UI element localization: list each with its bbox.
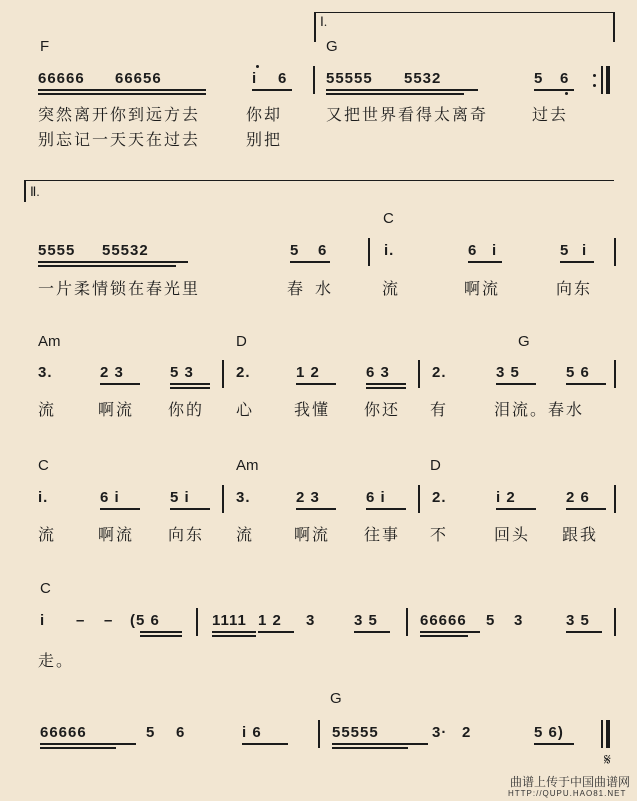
beam	[140, 635, 182, 637]
beam	[290, 261, 330, 263]
barline	[614, 238, 616, 266]
note: 2.	[236, 364, 251, 381]
note: 5	[146, 724, 156, 741]
beam	[38, 265, 176, 267]
barline	[614, 485, 616, 513]
beam	[170, 383, 210, 385]
note-group: 1111	[212, 612, 247, 629]
note-pair: 3 5	[496, 364, 520, 381]
repeat-barline	[601, 66, 603, 94]
chord: C	[38, 457, 49, 474]
beam	[420, 631, 480, 633]
note: 5	[560, 242, 570, 259]
note: 2.	[432, 364, 447, 381]
beam	[212, 635, 256, 637]
note-pair: i 2	[496, 489, 516, 506]
lyric: 回头	[494, 527, 531, 544]
chord: F	[40, 38, 50, 55]
lyric: 啊流	[464, 281, 501, 298]
beam	[326, 93, 464, 95]
beam	[566, 508, 606, 510]
note-group: 66666	[420, 612, 467, 629]
note: 5	[486, 612, 496, 629]
chord: Am	[236, 457, 259, 474]
barline	[318, 720, 320, 748]
note-pair: 3 5	[566, 612, 590, 629]
lyric: 走。	[38, 653, 75, 670]
lyric: 别把	[246, 132, 283, 149]
note-pair: 2 3	[100, 364, 124, 381]
watermark-text: 曲谱上传于中国曲谱网	[510, 775, 631, 789]
note-group: 66656	[115, 70, 162, 87]
barline	[222, 360, 224, 388]
note: i.	[38, 489, 49, 506]
beam	[354, 631, 390, 633]
beam	[258, 631, 294, 633]
beam	[170, 387, 210, 389]
volta-2-label: Ⅱ.	[30, 184, 40, 199]
note-group: 55532	[102, 242, 149, 259]
lyric: 水	[315, 281, 334, 298]
note-pair: i 6	[242, 724, 262, 741]
beam	[420, 635, 468, 637]
chord: C	[40, 580, 51, 597]
note: 3	[306, 612, 316, 629]
lyric: 别忘记一天天在过去	[38, 132, 201, 149]
note: 6	[560, 70, 570, 87]
lyric: 向东	[168, 527, 205, 544]
note: 6	[468, 242, 478, 259]
note-pair: 2 6	[566, 489, 590, 506]
chord: D	[430, 457, 441, 474]
segno-icon: 𝄋	[604, 752, 611, 769]
barline	[406, 608, 408, 636]
note: i.	[384, 242, 395, 259]
beam	[496, 508, 536, 510]
dash: –	[104, 612, 114, 629]
beam	[38, 261, 188, 263]
chord: Am	[38, 333, 61, 350]
note-group: 66666	[40, 724, 87, 741]
note-pair: 1 2	[258, 612, 282, 629]
note: 2.	[432, 489, 447, 506]
beam	[332, 747, 408, 749]
lyric: 不	[430, 527, 449, 544]
lyric: 我懂	[294, 402, 331, 419]
lyric: 泪流。春水	[494, 402, 585, 419]
beam	[366, 508, 406, 510]
beam	[296, 383, 336, 385]
lyric: 啊流	[98, 402, 135, 419]
note: 5	[534, 70, 544, 87]
beam	[40, 747, 116, 749]
barline	[418, 485, 420, 513]
final-barline-thick	[606, 720, 610, 748]
note-group: 55555	[326, 70, 373, 87]
chord: G	[326, 38, 338, 55]
beam	[170, 508, 210, 510]
lyric: 往事	[364, 527, 401, 544]
beam	[534, 743, 574, 745]
note-pair: 6 3	[366, 364, 390, 381]
lyric: 过去	[532, 107, 569, 124]
note: 6	[318, 242, 328, 259]
beam	[560, 261, 594, 263]
note-group: 55555	[332, 724, 379, 741]
final-barline	[601, 720, 603, 748]
repeat-barline-thick	[606, 66, 610, 94]
beam	[366, 383, 406, 385]
note-pair: 6 i	[366, 489, 386, 506]
beam	[38, 89, 206, 91]
dash: –	[76, 612, 86, 629]
watermark-url: HTTP://QUPU.HAO81.NET	[508, 789, 627, 798]
beam	[252, 89, 292, 91]
chord: D	[236, 333, 247, 350]
note: 6	[176, 724, 186, 741]
note: i	[40, 612, 46, 629]
lyric: 跟我	[562, 527, 599, 544]
beam	[468, 261, 502, 263]
barline	[222, 485, 224, 513]
repeat-dot	[593, 74, 596, 77]
lyric: 突然离开你到远方去	[38, 107, 201, 124]
beam	[38, 93, 206, 95]
note: 6	[278, 70, 288, 87]
beam	[332, 743, 428, 745]
barline	[614, 608, 616, 636]
barline	[313, 66, 315, 94]
note-pair: 5 3	[170, 364, 194, 381]
note-pair: 5 6)	[534, 724, 564, 741]
lyric: 有	[430, 402, 449, 419]
lyric: 你的	[168, 402, 205, 419]
note-pair: 3 5	[354, 612, 378, 629]
barline	[614, 360, 616, 388]
chord: G	[330, 690, 342, 707]
note-group: 66666	[38, 70, 85, 87]
beam	[566, 383, 606, 385]
barline	[196, 608, 198, 636]
lyric: 春	[287, 281, 306, 298]
lyric: 又把世界看得太离奇	[326, 107, 489, 124]
chord: G	[518, 333, 530, 350]
lyric: 流	[236, 527, 255, 544]
note-pair: 5 i	[170, 489, 190, 506]
beam	[100, 383, 140, 385]
lyric: 向东	[556, 281, 593, 298]
note: 3·	[432, 724, 448, 741]
beam	[534, 89, 574, 91]
beam	[242, 743, 288, 745]
note-pair: 5 6	[566, 364, 590, 381]
note: 5	[290, 242, 300, 259]
beam	[40, 743, 136, 745]
note: 3.	[38, 364, 53, 381]
beam	[212, 631, 256, 633]
repeat-dot	[593, 84, 596, 87]
lyric: 啊流	[294, 527, 331, 544]
octave-dot	[565, 92, 568, 95]
lyric: 啊流	[98, 527, 135, 544]
beam	[140, 631, 182, 633]
beam	[296, 508, 336, 510]
note: 3.	[236, 489, 251, 506]
lyric: 流	[38, 402, 57, 419]
note-group: 5532	[404, 70, 442, 87]
beam	[566, 631, 602, 633]
beam	[366, 387, 406, 389]
barline	[418, 360, 420, 388]
note-pair: 6 i	[100, 489, 120, 506]
lyric: 流	[38, 527, 57, 544]
octave-dot	[256, 65, 259, 68]
beam	[496, 383, 536, 385]
note: i	[492, 242, 498, 259]
lyric: 心	[236, 402, 255, 419]
note: i	[252, 70, 258, 87]
note-pair: (5 6	[130, 612, 160, 629]
note: 3	[514, 612, 524, 629]
note-group: 5555	[38, 242, 76, 259]
lyric: 流	[382, 281, 401, 298]
chord: C	[383, 210, 394, 227]
volta-1-label: Ⅰ.	[320, 14, 328, 29]
note: i	[582, 242, 588, 259]
lyric: 你还	[364, 402, 401, 419]
note-pair: 2 3	[296, 489, 320, 506]
note: 2	[462, 724, 472, 741]
note-pair: 1 2	[296, 364, 320, 381]
lyric: 一片柔情锁在春光里	[38, 281, 201, 298]
beam	[326, 89, 478, 91]
lyric: 你却	[246, 107, 283, 124]
beam	[100, 508, 140, 510]
barline	[368, 238, 370, 266]
